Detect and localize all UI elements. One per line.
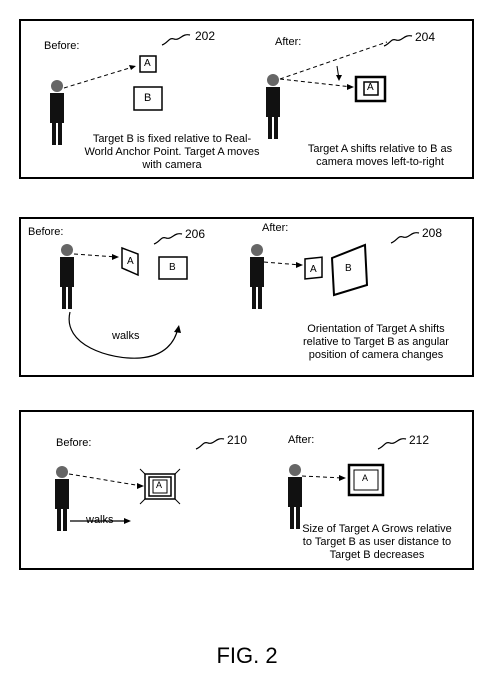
ref-number-202: 202	[195, 29, 216, 43]
target-a-label: A	[362, 473, 369, 483]
walks-label: walks	[86, 514, 114, 526]
walks-label: walks	[112, 330, 140, 342]
target-ab-label: A	[367, 82, 374, 93]
leader-210	[196, 439, 224, 449]
target-b-label: B	[345, 263, 352, 274]
after-label: After:	[275, 36, 302, 48]
sight-line	[69, 474, 142, 486]
arrow-head	[339, 475, 346, 481]
before-label: Before:	[44, 40, 80, 52]
figure-label: FIG. 2	[216, 643, 278, 668]
ref-number-210: 210	[227, 433, 248, 447]
grow-arrow	[140, 469, 145, 474]
person-figure	[288, 464, 302, 529]
caption-212: Size of Target A Grows relative to Target B as user distance to Target B decreases	[302, 523, 452, 561]
leader-212	[378, 439, 406, 449]
target-a-label: A	[144, 58, 151, 69]
grow-arrow	[140, 499, 145, 504]
target-b-label: B	[169, 262, 176, 273]
person-figure	[55, 466, 69, 531]
arrow-head	[137, 483, 144, 489]
grow-arrow	[175, 469, 180, 474]
target-a-label: A	[310, 264, 317, 275]
after-label: After:	[288, 434, 315, 446]
before-label: Before:	[28, 226, 64, 238]
target-a-label: A	[156, 480, 163, 490]
ref-number-204: 204	[415, 30, 436, 44]
caption-202: Target B is fixed relative to Real-World Anchor Point. Target A moves with camera	[84, 133, 260, 171]
caption-204: Target A shifts relative to B as camera moves left-to-right	[307, 143, 453, 168]
ref-number-206: 206	[185, 227, 206, 241]
grow-arrow	[175, 499, 180, 504]
target-b-label: B	[144, 92, 152, 104]
sight-line	[302, 476, 343, 478]
ref-number-212: 212	[409, 433, 430, 447]
ref-number-208: 208	[422, 226, 443, 240]
caption-208: Orientation of Target A shifts relative to Target B as angular position of camera changes	[303, 323, 449, 361]
after-label: After:	[262, 222, 289, 234]
arrow-head	[124, 518, 131, 524]
before-label: Before:	[56, 437, 92, 449]
target-a-label: A	[127, 256, 134, 267]
